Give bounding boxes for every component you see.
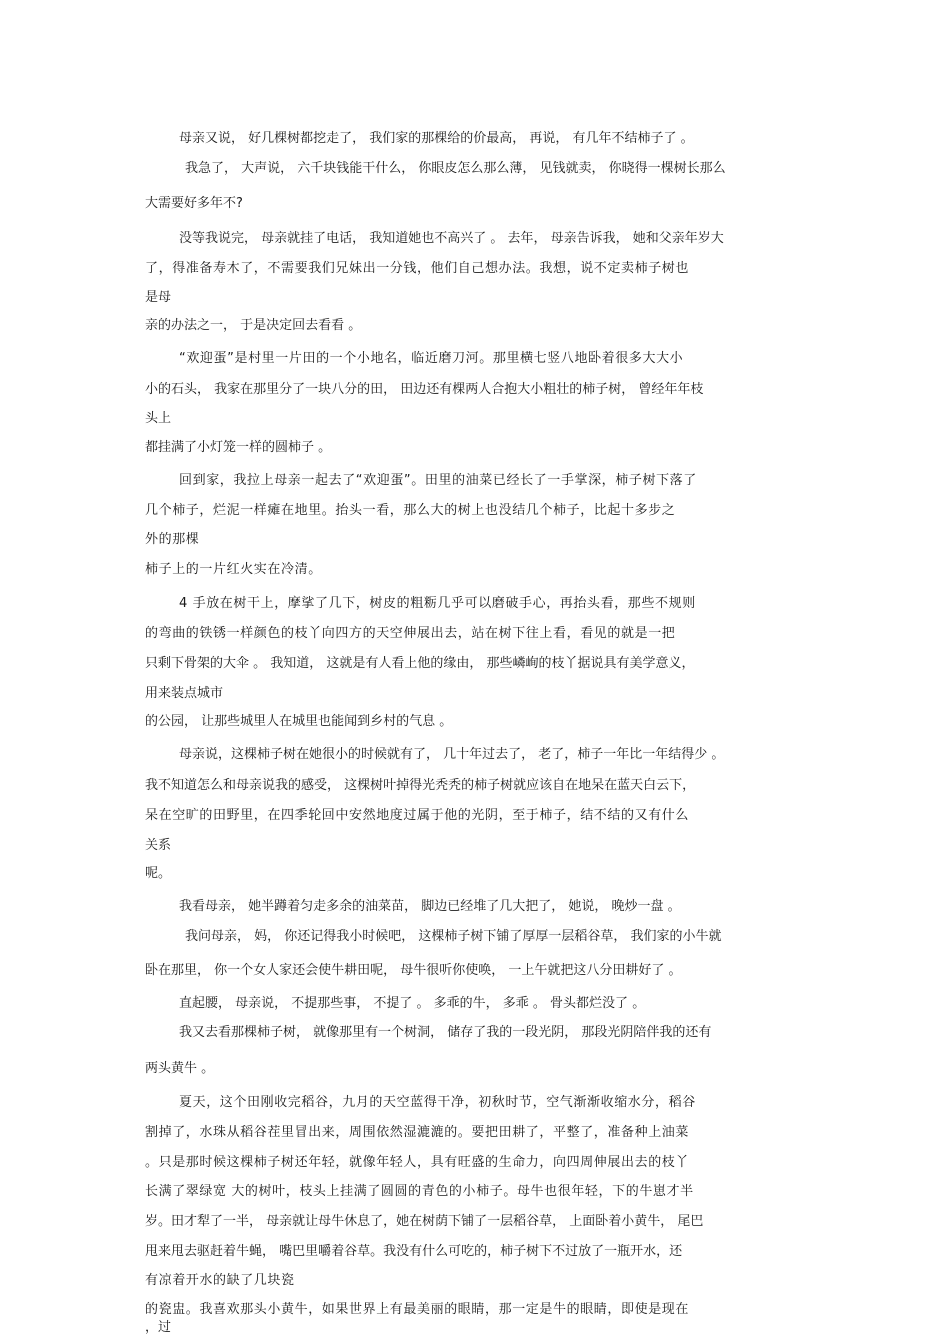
text-line: 我不知道怎么和母亲说我的感受， 这棵树叶掉得光秃秃的柿子树就应该自在地呆在蓝天白云下， [145,778,696,793]
text-line: 有凉着开水的缺了几块瓷 [145,1273,295,1288]
text-line: ，过 [145,1320,172,1335]
text-line: 我看母亲， 她半蹲着匀走多余的油菜苗， 脚边已经堆了几大把了， 她说， 晚炒一盘 。 [179,899,681,914]
text-line: 两头黄牛 。 [145,1061,215,1076]
text-line: 呆在空旷的田野里，在四季轮回中安然地度过属于他的光阴，至于柿子，结不结的又有什么 [145,808,690,823]
text-line: 呢。 [145,866,172,881]
text-line: 岁。田才犁了一半， 母亲就让母牛休息了，她在树荫下铺了一层稻谷草， 上面卧着小黄牛， 尾巴 [145,1214,704,1229]
text-line: 直起腰， 母亲说， 不提那些事， 不提了 。 多乖的牛， 多乖 。 骨头都烂没了 。 [179,996,646,1011]
text-line: “欢迎蛋”是村里一片田的一个小地名，临近磨刀河。那里横七竖八地卧着很多大大小 [179,351,684,366]
text-line: 甩来甩去驱赶着牛蝇， 嘴巴里嚼着谷草。我没有什么可吃的，柿子树下不过放了一瓶开水，还 [145,1244,683,1259]
text-line: 关系 [145,838,172,853]
text-line: 了，得准备寿木了，不需要我们兄妹出一分钱，他们自己想办法。我想，说不定卖柿子树也 [145,261,690,276]
text-line: 长满了翠绿宽 大的树叶，枝头上挂满了圆圆的青色的小柿子。母牛也很年轻，下的牛崽才半 [145,1184,694,1199]
text-line: 母亲又说， 好几棵树都挖走了， 我们家的那棵给的价最高， 再说， 有几年不结柿子了 。 [179,131,694,146]
text-line: 柿子上的一片红火实在冷清。 [145,562,322,577]
text-line: 我又去看那棵柿子树， 就像那里有一个树洞， 储存了我的一段光阴， 那段光阴陪伴我的还有 [179,1025,712,1040]
text-line: 我问母亲， 妈， 你还记得我小时候吧， 这棵柿子树下铺了厚厚一层稻谷草， 我们家的小牛就 [185,929,722,944]
text-line: 只剩下骨架的大伞 。 我知道， 这就是有人看上他的缘由， 那些嶙峋的枝丫据说具有美学意义， [145,656,695,671]
text-line: 头上 [145,411,172,426]
text-line: 的瓷盅。我喜欢那头小黄牛，如果世界上有最美丽的眼睛，那一定是牛的眼睛，即使是现在 [145,1302,690,1317]
text-line: 外的那棵 [145,532,200,547]
text-line: 小的石头， 我家在那里分了一块八分的田， 田边还有棵两人合抱大小粗壮的柿子树， 曾经年年枝 [145,382,704,397]
text-line: 夏天，这个田刚收完稻谷，九月的天空蓝得干净，初秋时节，空气渐渐收缩水分，稻谷 [179,1095,696,1110]
text-line: 用来装点城市 [145,686,224,701]
text-line: 回到家，我拉上母亲一起去了“欢迎蛋”。田里的油菜已经长了一手掌深，柿子树下落了 [179,473,697,488]
text-line: 卧在那里， 你一个女人家还会使牛耕田呢， 母牛很听你使唤， 一上午就把这八分田耕好了 。 [145,963,682,978]
text-line: 的公园， 让那些城里人在城里也能闻到乡村的气息 。 [145,714,453,729]
text-line: 大需要好多年不? [145,196,243,211]
text-line: 几个柿子，烂泥一样瘫在地里。抬头一看，那么大的树上也没结几个柿子，比起十多步之 [145,503,676,518]
text-line: 的弯曲的铁锈一样颜色的枝丫向四方的天空伸展出去，站在树下往上看，看见的就是一把 [145,626,676,641]
text-line: 。只是那时候这棵柿子树还年轻，就像年轻人，具有旺盛的生命力，向四周伸展出去的枝丫 [145,1155,690,1170]
text-line: 我急了， 大声说， 六千块钱能干什么， 你眼皮怎么那么薄， 见钱就卖， 你晓得一棵树长那么 [185,161,726,176]
text-line: 都挂满了小灯笼一样的圆柿子 。 [145,440,332,455]
text-line: 割掉了，水珠从稻谷茬里冒出来，周围依然湿漉漉的。要把田耕了，平整了，准备种上油菜 [145,1125,690,1140]
text-line: 亲的办法之一， 于是决定回去看看 。 [145,318,362,333]
text-line: 是母 [145,290,172,305]
text-line: 没等我说完， 母亲就挂了电话， 我知道她也不高兴了 。 去年， 母亲告诉我， 她和父亲年岁大 [179,231,724,246]
text-line: 母亲说，这棵柿子树在她很小的时候就有了， 几十年过去了， 老了，柿子一年比一年结得少 。 [179,747,725,762]
text-line: 4 手放在树干上，摩挲了几下，树皮的粗粝几乎可以磨破手心，再抬头看，那些不规则 [179,596,696,611]
